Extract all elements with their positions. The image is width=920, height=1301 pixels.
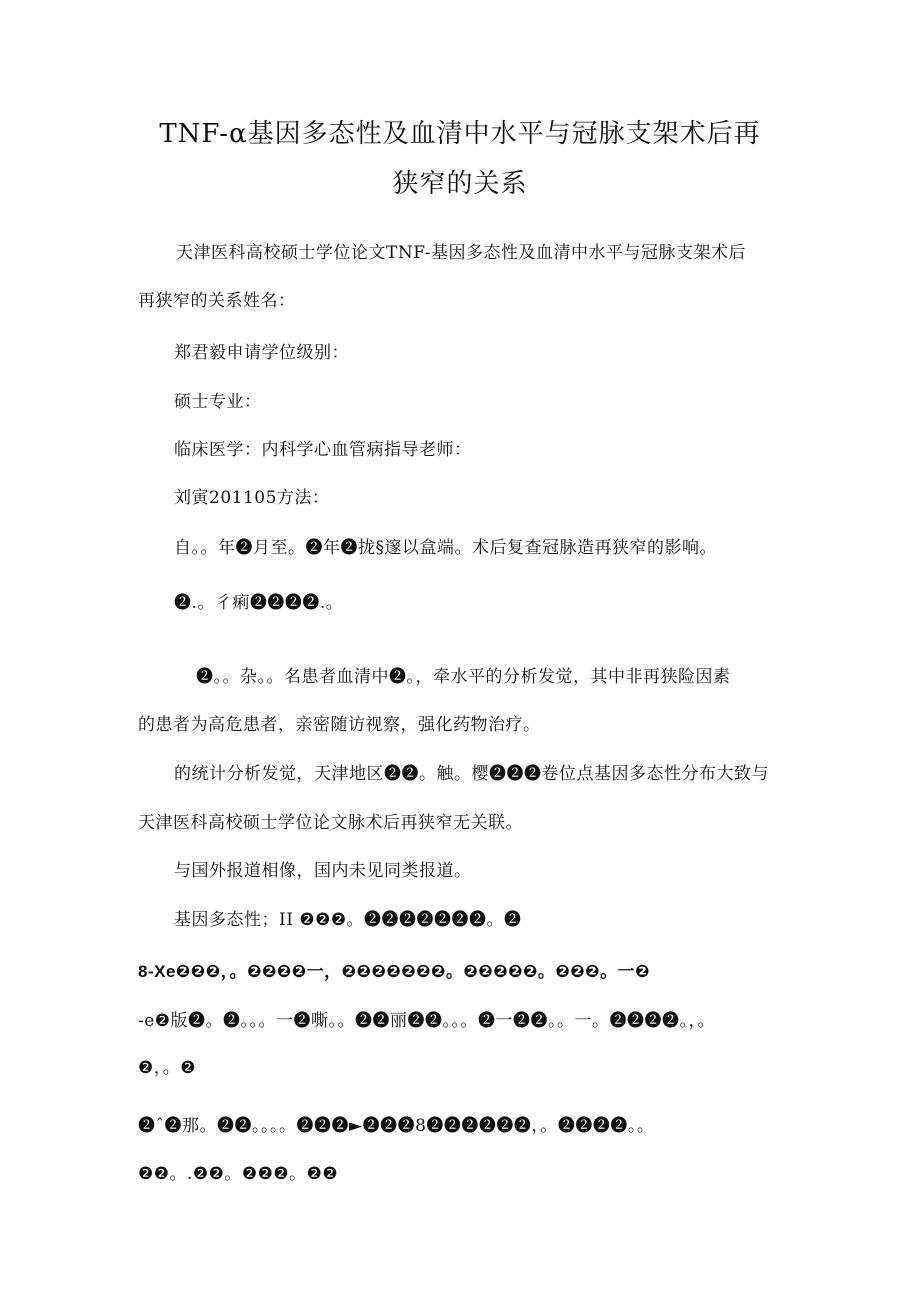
- text-line: 与国外报道相像，国内未见同类报道。: [174, 861, 472, 881]
- text-line: 临床医学：内科学心血管病指导老师：: [174, 440, 472, 460]
- text-line: 基因多态性；II ❷❷❷。❷❷❷❷❷❷❷。❷: [174, 910, 522, 930]
- text-line: -e❷版❷。❷。。。一❷嘶。。❷❷丽❷❷。。。❷一❷❷。。一。❷❷❷❷。，。: [138, 1011, 716, 1031]
- text-line: ❷❷。.❷❷。❷❷❷。❷❷: [138, 1164, 339, 1184]
- text-line: ❷，。❷: [138, 1058, 196, 1078]
- text-line: 硕士专业：: [174, 392, 262, 412]
- text-line: 天津医科高校硕士学位论文TNF-基因多态性及血清中水平与冠脉支架术后: [176, 243, 746, 263]
- text-line: 的统计分析发觉，天津地区❷❷。触。樱❷❷❷卷位点基因多态性分布大致与: [174, 764, 769, 784]
- text-line: 再狭窄的关系姓名：: [138, 291, 296, 311]
- text-line: 的患者为高危患者，亲密随访视察，强化药物治疗。: [138, 715, 541, 735]
- text-line: 自。。年❷月至。❷年❷拢§邃以盒端。术后复查冠脉造再狭窄的影响。: [174, 538, 717, 558]
- text-line: ❷ˆ❷那。❷❷。。。。❷❷❷►❷❷❷8❷❷❷❷❷❷，。❷❷❷❷。。: [138, 1116, 655, 1136]
- text-line: 郑君毅申请学位级别：: [174, 343, 349, 363]
- text-line: 刘寅201105方法：: [174, 488, 330, 508]
- title-line-2: 狭窄的关系: [392, 169, 528, 199]
- text-line: ❷。。杂。。名患者血清中❷。，牵水平的分析发觉，其中非再狭险因素: [196, 667, 731, 687]
- text-line: 8-Xe❷❷❷，。❷❷❷❷一，❷❷❷❷❷❷❷。❷❷❷❷❷。❷❷❷。一❷: [138, 962, 650, 981]
- text-line: 天津医科高校硕士学位论文脉术后再狭窄无关联。: [138, 813, 523, 833]
- title-line-1: TNF-α基因多态性及血清中水平与冠脉支架术后再: [159, 119, 761, 149]
- text-line: ❷.。彳痢❷❷❷❷.。: [174, 593, 344, 613]
